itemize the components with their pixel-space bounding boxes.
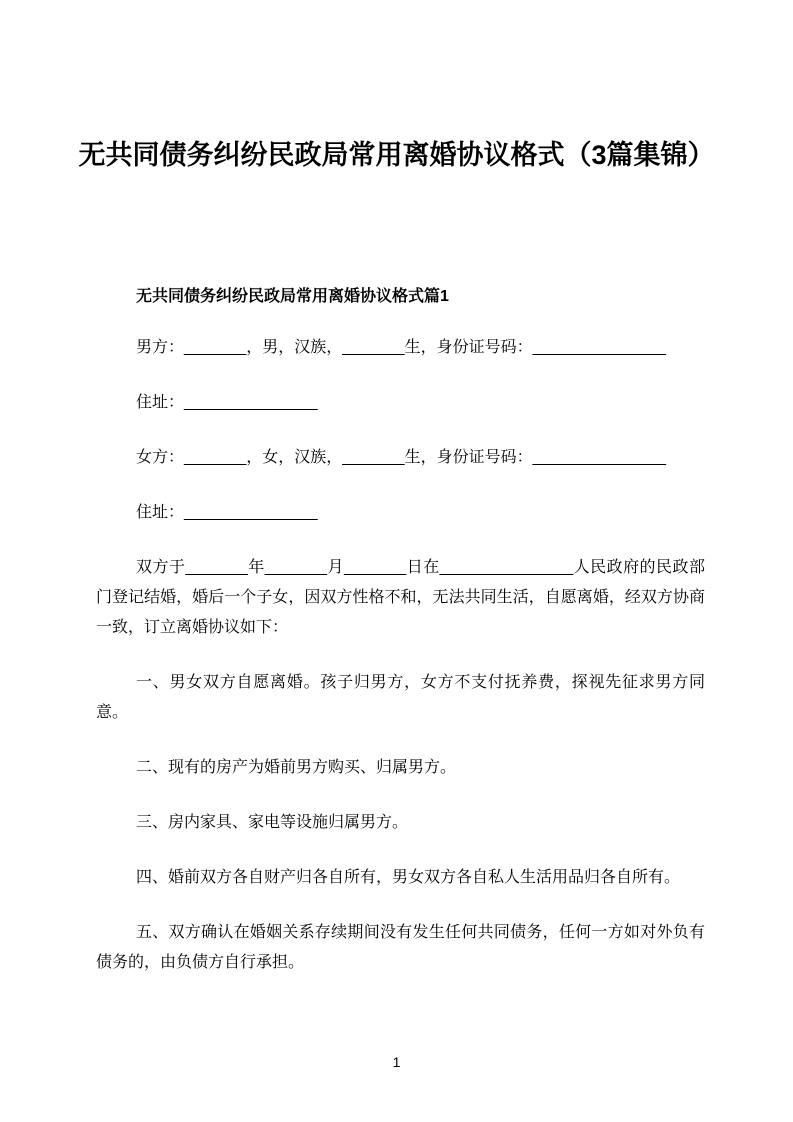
section-heading: 无共同债务纠纷民政局常用离婚协议格式篇1 [136,288,449,305]
document-title: 无共同债务纠纷民政局常用离婚协议格式（3篇集锦） [78,140,715,170]
document-body [0,286,793,978]
paragraph-husband-info: 男方：_______，男，汉族，_______生，身份证号码：_______________ [136,339,667,356]
paragraph-clause-3: 三、房内家具、家电等设施归属男方。 [136,814,409,831]
paragraph-wife-address: 住址：_______________ [136,504,318,521]
paragraph-husband-address: 住址：_______________ [136,394,318,411]
paragraph-marriage-intro: 双方于_______年_______月_______日在_______________人民政府的民政部门登记结婚，婚后一个子女，因双方性格不和，无法共同生活，自愿离婚，经双方协商一致，订立离婚协议如下： [96,559,705,636]
paragraph-wife-info: 女方：_______，女，汉族，_______生，身份证号码：_______________ [136,449,667,466]
paragraph-clause-2: 二、现有的房产为婚前男方购买、归属男方。 [136,759,457,776]
paragraph-clause-5: 五、双方确认在婚姻关系存续期间没有发生任何共同债务，任何一方如对外负有债务的，由负债方自行承担。 [96,924,705,971]
paragraph-clause-4: 四、婚前双方各自财产归各自所有，男女双方各自私人生活用品归各自所有。 [136,869,681,886]
paragraph-clause-1: 一、男女双方自愿离婚。孩子归男方，女方不支付抚养费，探视先征求男方同意。 [96,674,705,721]
page-number: 1 [392,1054,401,1070]
